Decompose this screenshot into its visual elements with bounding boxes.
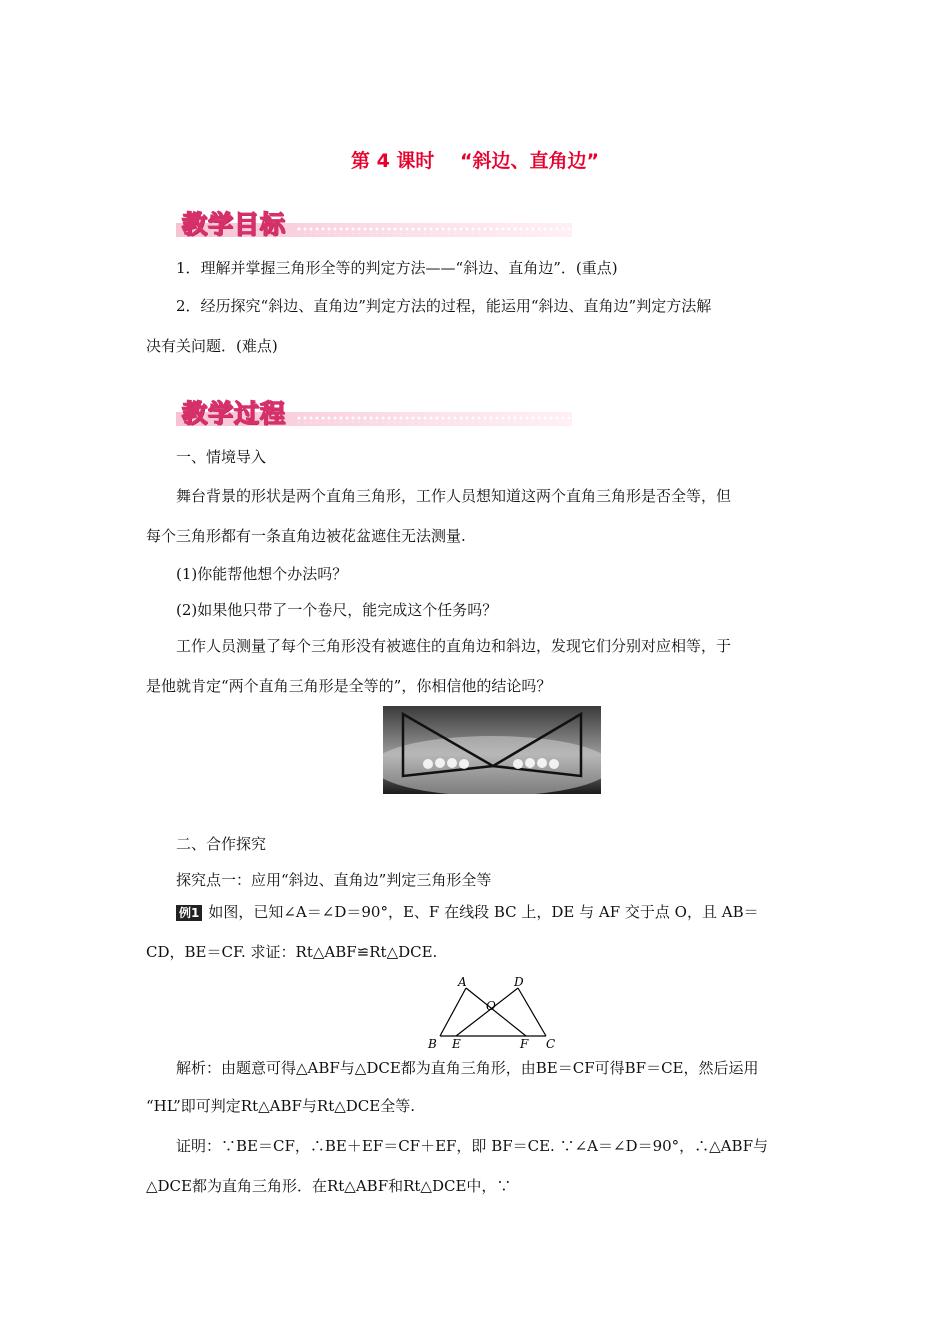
intro-question-1: (1)你能帮他想个办法吗？ (176, 565, 348, 583)
goal-2-cont: 决有关问题．(难点) (146, 337, 278, 355)
banner-label: 教学目标 (182, 210, 287, 239)
banner-label: 教学过程 (182, 399, 287, 428)
proof-line-1: 证明：∵BE＝CF，∴BE＋EF＝CF＋EF，即 BF＝CE. ∵∠A＝∠D＝90°，∴△ABF与 (176, 1137, 768, 1155)
label-a: A (458, 975, 467, 989)
example-badge: 例1 (176, 905, 202, 921)
label-c: C (546, 1037, 556, 1048)
section-banner-process (176, 394, 572, 430)
goal-1: 1．理解并掌握三角形全等的判定方法——“斜边、直角边”．(重点) (176, 259, 618, 277)
lesson-title: 第 4 课时 “斜边、直角边” (350, 150, 600, 172)
label-e: E (452, 1037, 461, 1048)
intro-heading: 一、情境导入 (176, 448, 267, 466)
section-banner-goals (176, 205, 572, 241)
segment-dc (518, 988, 546, 1036)
triangle-figure (422, 974, 562, 1048)
segment-ab (440, 988, 466, 1036)
label-f: F (520, 1037, 529, 1048)
intro-paragraph-2a: 工作人员测量了每个三角形没有被遮住的直角边和斜边，发现它们分别对应相等，于 (176, 637, 732, 655)
segment-af (466, 988, 526, 1036)
geometry-diagram (422, 974, 562, 1048)
stage-photo-drawing (383, 706, 601, 794)
explore-heading: 二、合作探究 (176, 835, 267, 853)
label-d: D (514, 975, 524, 989)
label-b: B (428, 1037, 437, 1048)
banner-dots (296, 226, 572, 234)
intro-paragraph-2b: 是他就肯定“两个直角三角形是全等的”，你相信他的结论吗？ (146, 677, 552, 695)
intro-question-2: (2)如果他只带了一个卷尺，能完成这个任务吗？ (176, 601, 498, 619)
goal-2: 2．经历探究“斜边、直角边”判定方法的过程，能运用“斜边、直角边”判定方法解 (176, 297, 712, 315)
example-line-1 (176, 902, 759, 922)
label-o: O (486, 999, 496, 1013)
banner-dots (296, 415, 572, 423)
analysis-line-1: 解析：由题意可得△ABF与△DCE都为直角三角形，由BE＝CF可得BF＝CE，然后运用 (176, 1059, 759, 1077)
stage-photo (383, 706, 601, 794)
proof-line-2: △DCE都为直角三角形．在Rt△ABF和Rt△DCE中，∵ (146, 1177, 512, 1195)
analysis-line-2: “HL”即可判定Rt△ABF与Rt△DCE全等. (146, 1097, 415, 1115)
example-text: 如图，已知∠A＝∠D＝90°，E、F 在线段 BC 上，DE 与 AF 交于点 O，且 AB＝ (208, 903, 759, 921)
explore-point-1: 探究点一：应用“斜边、直角边”判定三角形全等 (176, 871, 492, 889)
example-line-2: CD，BE＝CF. 求证：Rt△ABF≌Rt△DCE. (146, 943, 438, 961)
intro-paragraph-1a: 舞台背景的形状是两个直角三角形，工作人员想知道这两个直角三角形是否全等，但 (176, 487, 732, 505)
intro-paragraph-1b: 每个三角形都有一条直角边被花盆遮住无法测量. (146, 527, 466, 545)
